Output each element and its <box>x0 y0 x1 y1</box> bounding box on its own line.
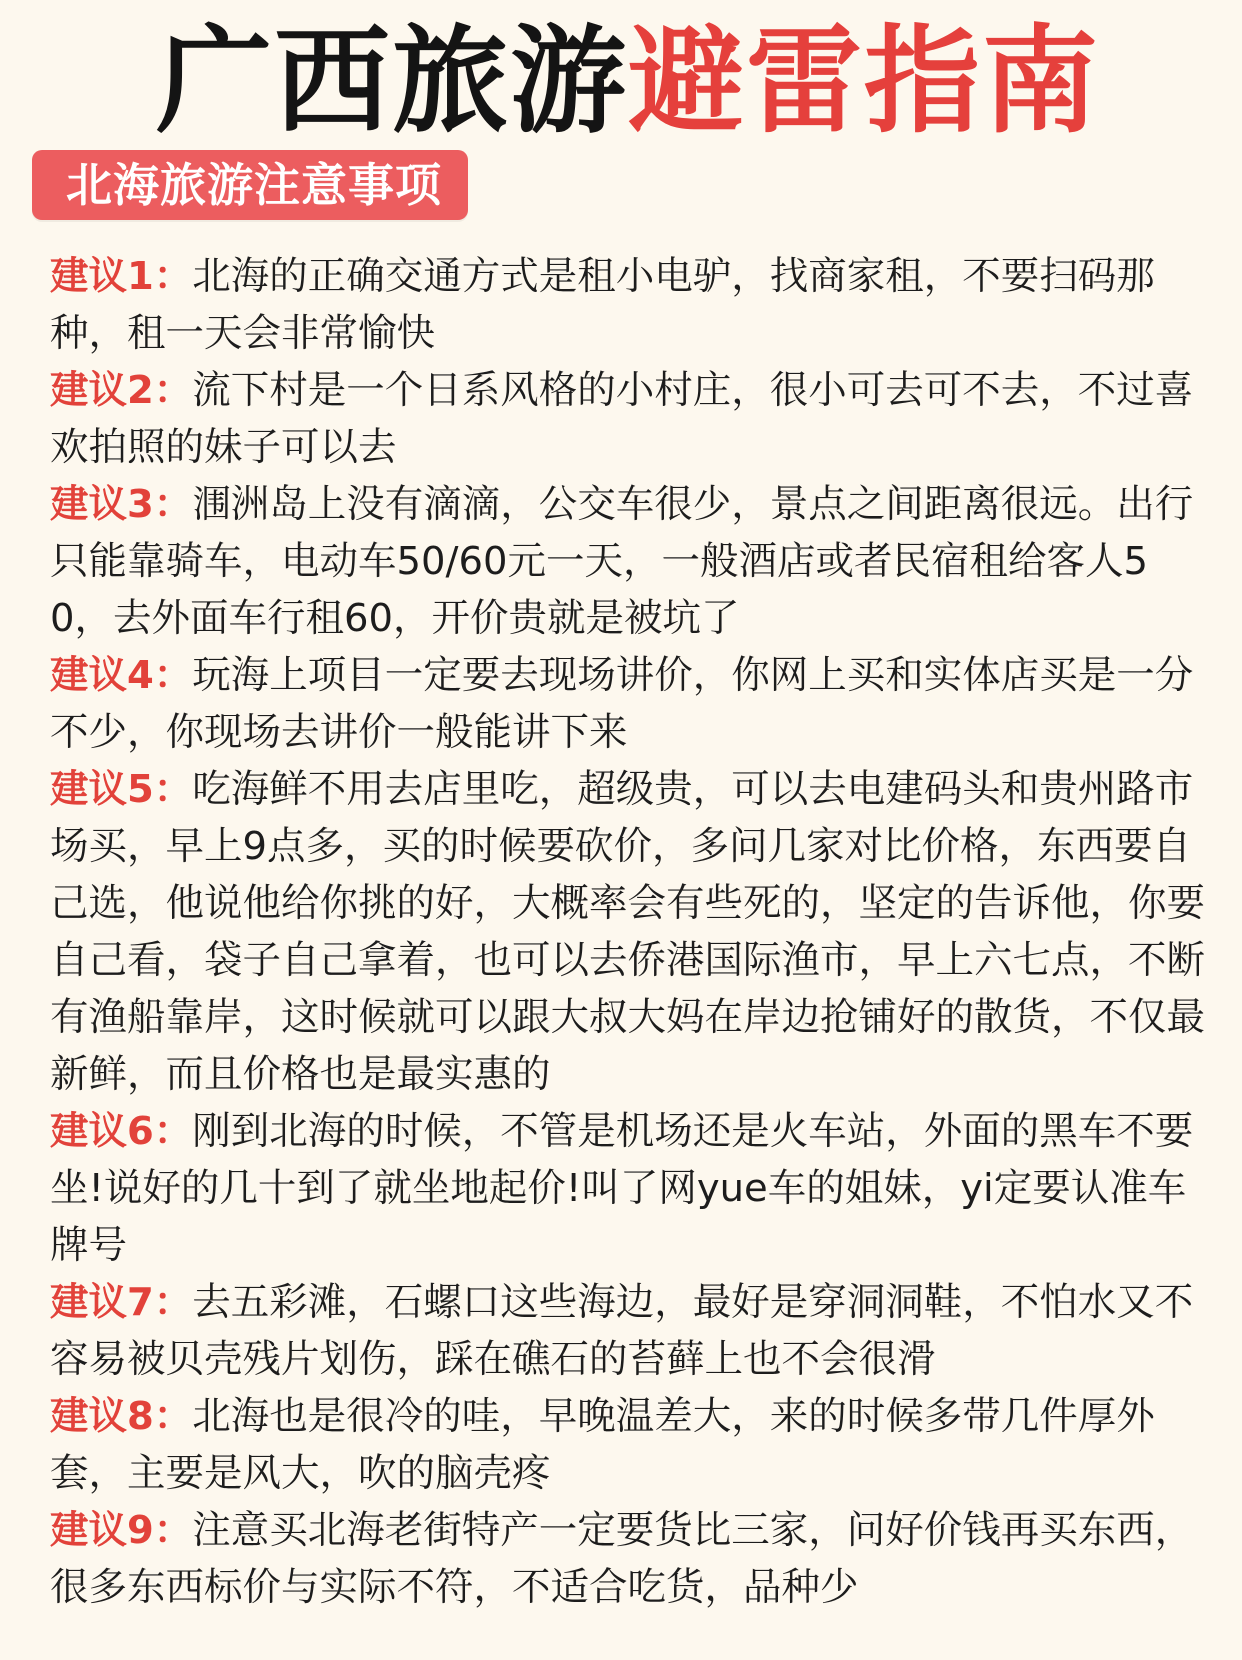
tip-label: 建议6： <box>50 1109 193 1154</box>
tip-item-9 <box>50 1502 1206 1616</box>
tip-label: 建议2： <box>50 368 193 413</box>
tip-item-5 <box>50 761 1206 1103</box>
tip-text: 去五彩滩，石螺口这些海边，最好是穿洞洞鞋，不怕水又不容易被贝壳残片划伤，踩在礁石的苔藓上也不会很滑 <box>50 1280 1194 1382</box>
tip-item-4 <box>50 647 1206 761</box>
tip-item-6 <box>50 1103 1206 1274</box>
tip-item-2 <box>50 362 1206 476</box>
section-tag-wrap <box>32 150 1206 220</box>
title-part-red: 避雷指南 <box>628 14 1100 149</box>
tip-text: 吃海鲜不用去店里吃，超级贵，可以去电建码头和贵州路市场买，早上9点多，买的时候要砍价，多问几家对比价格，东西要自己选，他说他给你挑的好，大概率会有些死的，坚定的告诉他，你要自己看，袋子自己拿着，也可以去侨港国际渔市，早上六七点，不断有渔船靠岸，这时候就可以跟大叔大妈在岸边抢铺好的散货，不仅最新鲜，而且价格也是最实惠的 <box>50 767 1206 1097</box>
tip-label: 建议9： <box>50 1508 193 1553</box>
tip-item-3 <box>50 476 1206 647</box>
tip-label: 建议7： <box>50 1280 193 1325</box>
tip-item-1 <box>50 248 1206 362</box>
tip-text: 流下村是一个日系风格的小村庄，很小可去可不去，不过喜欢拍照的妹子可以去 <box>50 368 1194 470</box>
page-title <box>50 0 1206 149</box>
tip-text: 北海也是很冷的哇，早晚温差大，来的时候多带几件厚外套，主要是风大，吹的脑壳疼 <box>50 1394 1155 1496</box>
tip-item-7 <box>50 1274 1206 1388</box>
tip-label: 建议4： <box>50 653 193 698</box>
tip-text: 涠洲岛上没有滴滴，公交车很少，景点之间距离很远。出行只能靠骑车，电动车50/60元一天，一般酒店或者民宿租给客人50，去外面车行租60，开价贵就是被坑了 <box>50 482 1194 641</box>
tip-label: 建议8： <box>50 1394 193 1439</box>
tip-text: 注意买北海老街特产一定要货比三家，问好价钱再买东西，很多东西标价与实际不符，不适合吃货，品种少 <box>50 1508 1194 1610</box>
tip-text: 刚到北海的时候，不管是机场还是火车站，外面的黑车不要坐!说好的几十到了就坐地起价!叫了网yue车的姐妹，yi定要认准车牌号 <box>50 1109 1194 1268</box>
title-part-black: 广西旅游 <box>156 14 628 149</box>
section-tag: 北海旅游注意事项 <box>32 150 468 220</box>
tip-label: 建议1： <box>50 254 193 299</box>
tip-item-8 <box>50 1388 1206 1502</box>
tip-label: 建议5： <box>50 767 193 812</box>
tips-list <box>50 248 1206 1616</box>
tip-text: 北海的正确交通方式是租小电驴，找商家租，不要扫码那种，租一天会非常愉快 <box>50 254 1155 356</box>
tip-label: 建议3： <box>50 482 193 527</box>
tip-text: 玩海上项目一定要去现场讲价，你网上买和实体店买是一分不少，你现场去讲价一般能讲下来 <box>50 653 1194 755</box>
